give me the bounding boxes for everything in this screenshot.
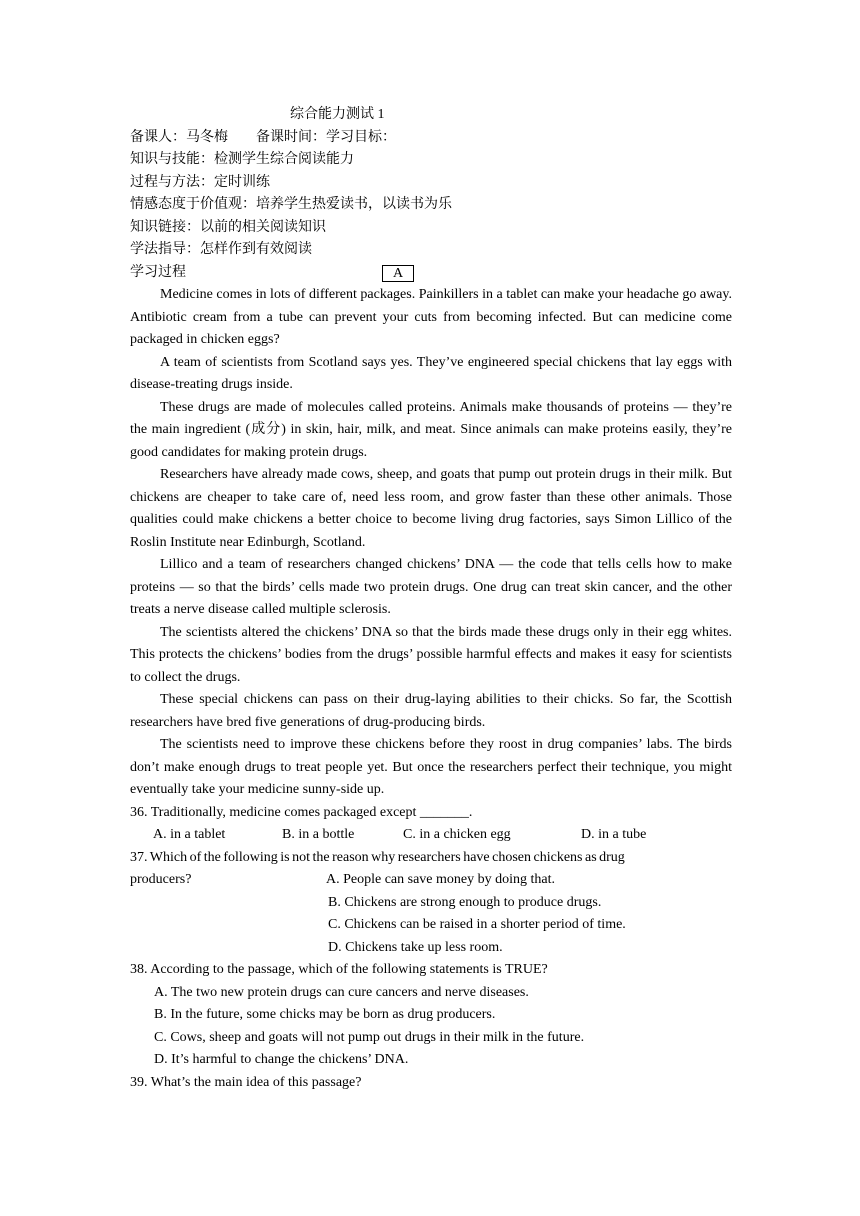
q36-option-b: B. in a bottle [282,827,355,842]
knowledge-link: 知识链接：以前的相关阅读知识 [130,219,326,235]
passage-paragraph: Researchers have already made cows, sheep, and goats that pump out protein drugs in their milk. But chickens are cheaper to take care of, need less room, and grow faster than these other animals. Those qualities could make chickens a better choice to become living drug factories, says Simon Lillico of the Roslin Institute near Edinburgh, Scotland. [130,467,732,550]
learning-process-row [130,262,732,285]
question-37-first-row [130,869,732,892]
question-37-options [130,892,732,960]
passage-paragraph: The scientists need to improve these chickens before they roost in drug companies’ labs. The birds don’t make enough drugs to treat people yet. But once the researchers perfect their technique, you might eventually take your medicine sunny-side up. [130,737,732,797]
learning-process-label: 学习过程 [130,264,186,280]
study-guidance: 学法指导：怎样作到有效阅读 [130,242,312,257]
prep-info-line: 备课人：马冬梅 备课时间：学习目标： [130,129,396,145]
q38-option-c: C. Cows, sheep and goats will not pump out drugs in their milk in the future. [154,1029,585,1045]
question-38-stem: 38. According to the passage, which of the following statements is TRUE? [130,962,548,977]
objective-process: 过程与方法：定时训练 [130,174,270,190]
passage-paragraph: The scientists altered the chickens’ DNA so that the birds made these drugs only in their egg whites. This protects the chickens’ bodies from the drugs’ possible harmful effects and makes it easy for scientists to collect the drugs. [130,624,732,685]
question-36-stem: 36. Traditionally, medicine comes packaged except _______. [130,804,473,820]
q38-option-a: A. The two new protein drugs can cure cancers and nerve diseases. [154,984,529,1000]
objective-attitude: 情感态度于价值观：培养学生热爱读书，以读书为乐 [130,197,452,212]
q36-option-c: C. in a chicken egg [403,827,511,842]
passage-paragraph: These drugs are made of molecules called proteins. Animals make thousands of proteins — they’re the main ingredient (成分) in skin, hair, milk, and meat. Since animals can make proteins easily, they’re good candidates for making protein drugs. [130,399,732,460]
question-37-stem-cont: producers? [130,872,192,887]
question-39-stem: 39. What’s the main idea of this passage? [130,1074,362,1090]
q37-option-b: B. Chickens are strong enough to produce drugs. [328,894,602,910]
page-title: 综合能力测试 1 [290,107,385,122]
passage-paragraph: These special chickens can pass on their drug-laying abilities to their chicks. So far, the Scottish researchers have bred five generations of drug-producing birds. [130,692,732,730]
passage-paragraph: Medicine comes in lots of different packages. Painkillers in a tablet can make your headache go away. Antibiotic cream from a tube can prevent your cuts from becoming infected. But can medicine come packaged in chicken eggs? [130,287,732,347]
passage-paragraph: A team of scientists from Scotland says yes. They’ve engineered special chickens that lay eggs with disease-treating drugs inside. [130,354,732,392]
q38-option-b: B. In the future, some chicks may be born as drug producers. [154,1007,496,1022]
passage-paragraph: Lillico and a team of researchers changed chickens’ DNA — the code that tells cells how to make proteins — so that the birds’ cells made two protein drugs. One drug can treat skin cancer, and the other treats a nerve disease called multiple sclerosis. [130,557,732,617]
q37-option-d: D. Chickens take up less room. [328,939,503,955]
q38-option-d: D. It’s harmful to change the chickens’ DNA. [154,1052,409,1067]
question-36-options [130,824,732,847]
objective-knowledge: 知识与技能：检测学生综合阅读能力 [130,152,354,167]
question-37-stem: 37. Which of the following is not the reason why researchers have chosen chickens as drug [130,849,625,865]
section-box-label: A [382,265,414,282]
q37-option-c: C. Chickens can be raised in a shorter period of time. [328,917,626,932]
q36-option-d: D. in a tube [581,827,647,842]
q36-option-a: A. in a tablet [153,827,226,842]
q37-option-a: A. People can save money by doing that. [326,872,556,887]
worksheet-page [130,104,732,1094]
